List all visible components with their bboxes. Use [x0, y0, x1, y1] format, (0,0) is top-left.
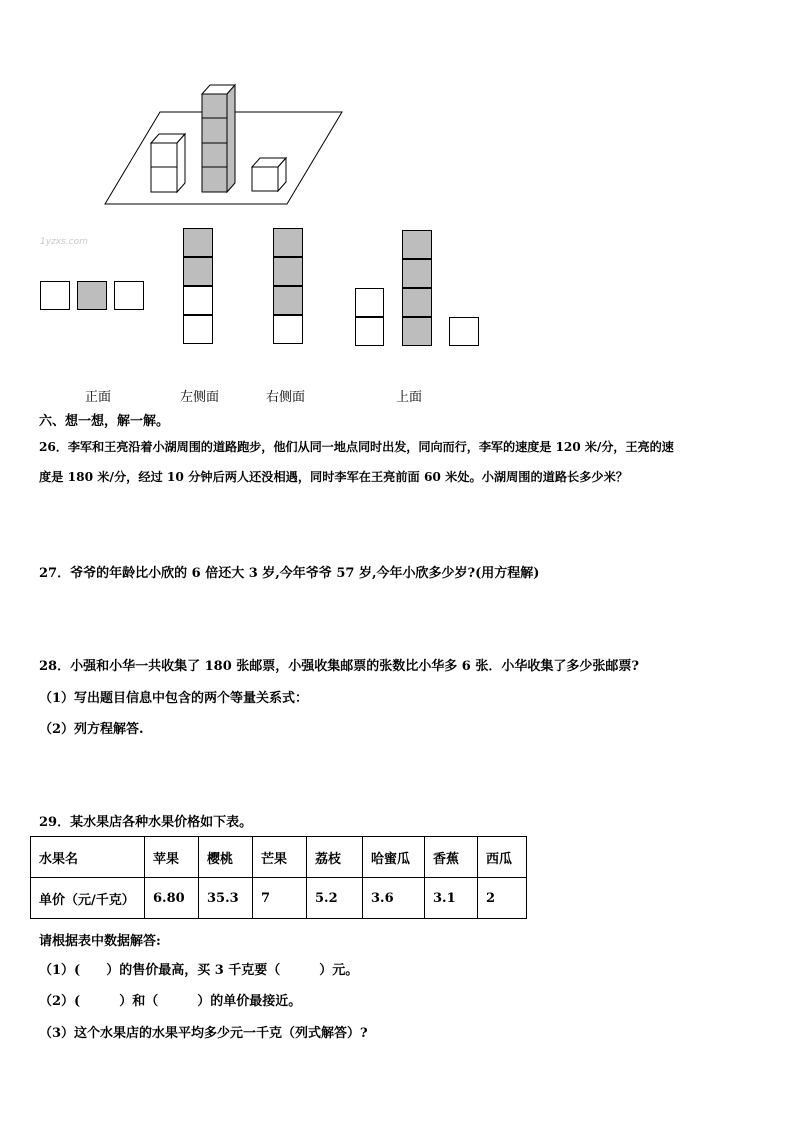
label-right: 右侧面	[266, 390, 306, 405]
table-cell: 哈蜜瓜	[363, 837, 425, 878]
q26-line1: 26．李军和王亮沿着小湖周围的道路跑步，他们从同一地点同时出发，同向而行，李军的速度是 120 米/分，王亮的速	[39, 440, 674, 454]
q29-sub3: （3）这个水果店的水果平均多少元一千克（列式解答）?	[39, 1026, 368, 1041]
table-cell: 单价（元/千克）	[31, 878, 145, 919]
section-heading: 六、想一想，解一解。	[39, 414, 170, 429]
table-cell: 西瓜	[478, 837, 527, 878]
table-row	[31, 878, 527, 919]
table-cell: 苹果	[145, 837, 199, 878]
fruit-price-table	[30, 836, 527, 919]
tall-cube-stack	[202, 85, 235, 192]
table-cell: 樱桃	[199, 837, 253, 878]
label-top: 上面	[396, 390, 423, 405]
table-cell: 3.1	[425, 878, 478, 919]
q28-sub1: （1）写出题目信息中包含的两个等量关系式：	[39, 691, 309, 706]
q28-text: 28．小强和小华一共收集了 180 张邮票，小强收集邮票的张数比小华多 6 张．小华收集了多少张邮票?	[39, 659, 639, 674]
table-cell: 荔枝	[307, 837, 363, 878]
watermark: 1yzxs.com	[40, 237, 88, 247]
table-cell: 3.6	[363, 878, 425, 919]
table-cell: 芒果	[253, 837, 307, 878]
table-cell: 5.2	[307, 878, 363, 919]
q29-sub2: （2）( ）和（ ）的单价最接近。	[39, 994, 302, 1009]
q28-sub2: （2）列方程解答.	[39, 722, 144, 737]
q29-text: 29．某水果店各种水果价格如下表。	[39, 815, 253, 830]
table-cell: 35.3	[199, 878, 253, 919]
q27-text: 27．爷爷的年龄比小欣的 6 倍还大 3 岁,今年爷爷 57 岁,今年小欣多少岁?(用方程解)	[39, 566, 540, 581]
single-cube	[252, 158, 286, 191]
q29-sub1: （1）( ）的售价最高，买 3 千克要（ ）元。	[39, 963, 359, 978]
left-cube-stack	[151, 134, 185, 192]
q29-instruction: 请根据表中数据解答:	[39, 934, 161, 949]
table-cell: 水果名	[31, 837, 145, 878]
table-cell: 6.80	[145, 878, 199, 919]
q26-line2: 度是 180 米/分，经过 10 分钟后两人还没相遇，同时李军在王亮前面 60 米处。小湖周围的道路长多少米？	[39, 470, 628, 484]
label-front: 正面	[85, 390, 112, 405]
table-cell: 香蕉	[425, 837, 478, 878]
label-left: 左侧面	[180, 390, 220, 405]
table-cell: 7	[253, 878, 307, 919]
table-header-row	[31, 837, 527, 878]
table-cell: 2	[478, 878, 527, 919]
